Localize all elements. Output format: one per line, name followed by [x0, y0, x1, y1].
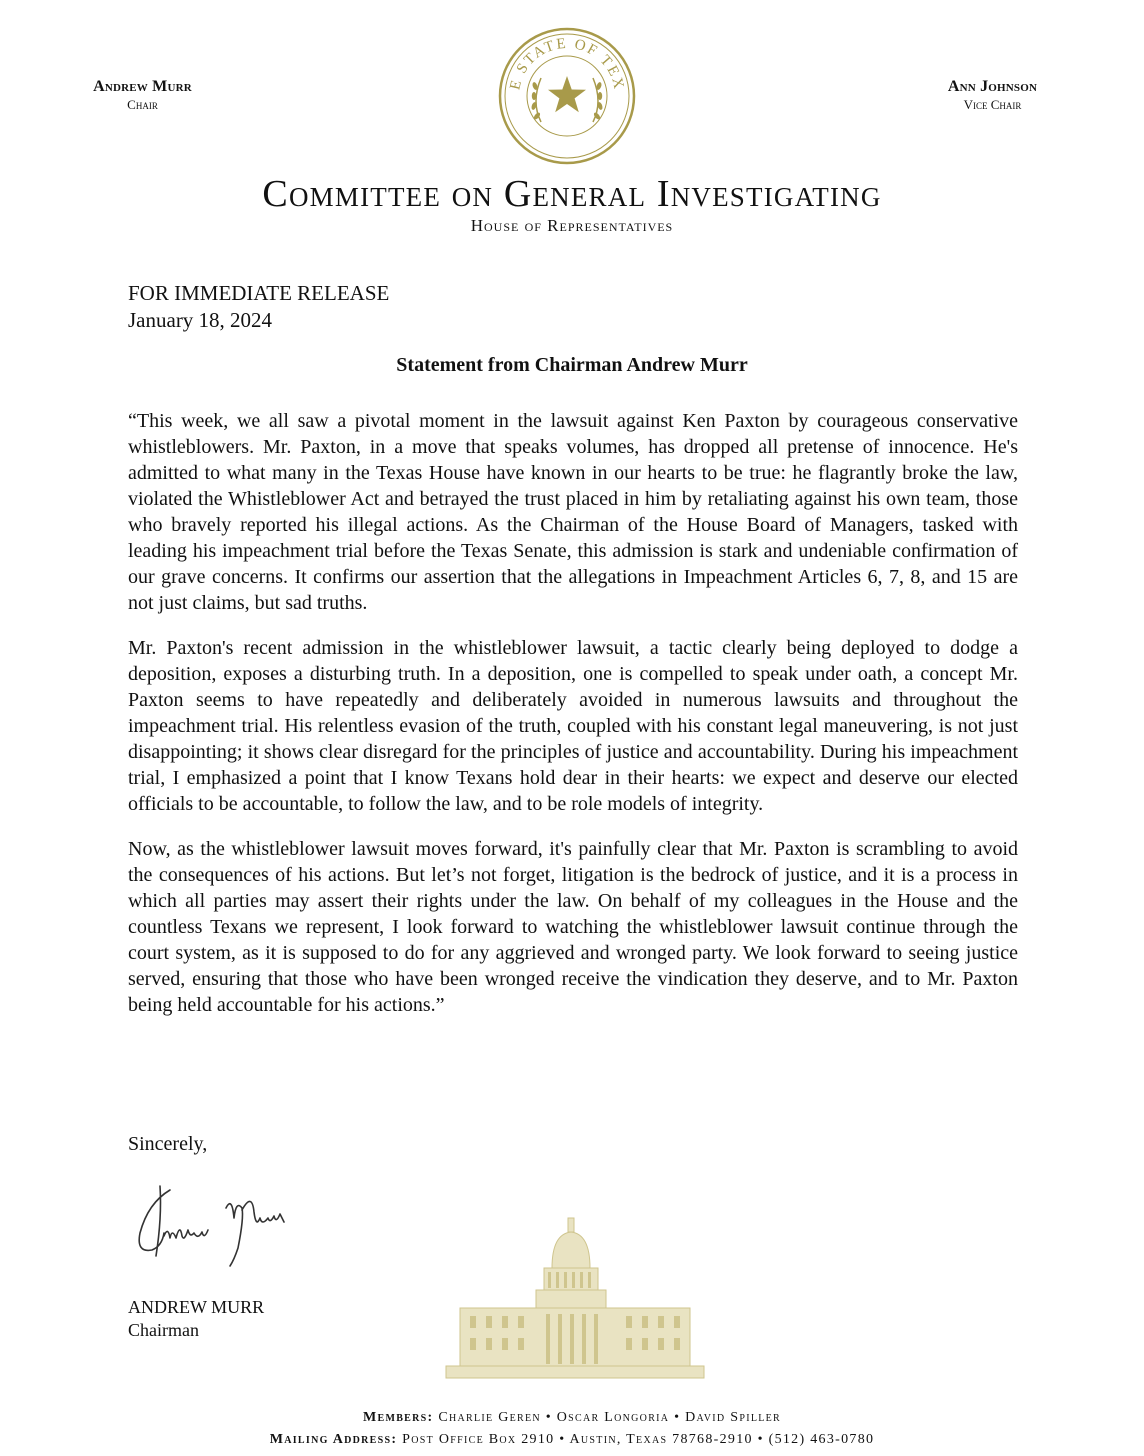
seal-lettering: E STATE OF TEX — [507, 35, 627, 93]
capitol-building-watermark — [440, 1210, 710, 1395]
committee-subtitle: House of Representatives — [470, 216, 674, 235]
signer-block — [128, 1296, 264, 1342]
committee-title: Committee on General Investigating — [262, 173, 882, 215]
paragraph-3: Now, as the whistleblower lawsuit moves forward, it's painfully clear that Mr. Paxton is scrambling to avoid the consequences of his actions. But let’s not forget, litigation is the bedrock of justice, and it is a process in which all parties may assert their rights under the law. On behalf of my colleagues in the House and the countless Texans we represent, I look forward to watching the whistleblower lawsuit continue through the court system, as it is supposed to do for any aggrieved and wronged party. We look forward to seeing justice served, ensuring that those who have been wronged receive the vindication they deserve, and to Mr. Paxton being held accountable for his actions.” — [128, 838, 1018, 1016]
vice-chair-block — [910, 78, 1075, 113]
statement-body — [128, 408, 1018, 1037]
svg-text:THE STATE OF TEXAS — [497, 26, 627, 92]
vice-chair-name: Ann Johnson — [947, 78, 1038, 95]
statement-title: Statement from Chairman Andrew Murr — [396, 354, 748, 376]
footer-members — [0, 1410, 1144, 1426]
chair-role: Chair — [127, 97, 158, 112]
members-label: Members: — [362, 1410, 434, 1425]
release-date: January 18, 2024 — [128, 308, 273, 332]
mailing-address: Post Office Box 2910 • Austin, Texas 78768-2910 • (512) 463-0780 — [402, 1432, 875, 1447]
paragraph-2: Mr. Paxton's recent admission in the whistleblower lawsuit, a tactic clearly being deployed to dodge a deposition, exposes a disturbing truth. In a deposition, one is compelled to speak under oath, a concept Mr. Paxton seems to have repeatedly and deliberately avoided in numerous lawsuits and throughout the impeachment trial. His relentless evasion of the truth, coupled with his constant legal maneuvering, is not just disappointing; it shows clear disregard for the principles of justice and accountability. During his impeachment trial, I emphasized a point that I know Texans hold dear in their hearts: we expect and deserve our elected officials to be accountable, to follow the law, and to be role models of integrity. — [128, 637, 1018, 815]
footer-address — [0, 1432, 1144, 1448]
signer-name: ANDREW MURR — [128, 1297, 265, 1317]
address-label: Mailing Address: — [269, 1432, 398, 1447]
chair-block — [60, 78, 225, 113]
members-list: Charlie Geren • Oscar Longoria • David Spiller — [438, 1410, 782, 1425]
release-label: FOR IMMEDIATE RELEASE — [128, 281, 390, 305]
release-block — [128, 280, 389, 334]
paragraph-1: “This week, we all saw a pivotal moment in the lawsuit against Ken Paxton by courageous conservative whistleblowers. Mr. Paxton, in a move that speaks volumes, has dropped all pretense of innocence. He's admitted to what many in the Texas House have known in our hearts to be true: he flagrantly broke the law, violated the Whistleblower Act and betrayed the trust placed in him by retaliating against his own team, those who bravely reported his illegal actions. As the Chairman of the House Board of Managers, tasked with leading his impeachment trial before the Texas Senate, this admission is stark and undeniable confirmation of our grave concerns. It confirms our assertion that the allegations in Impeachment Articles 6, 7, 8, and 15 are not just claims, but sad truths. — [128, 410, 1018, 614]
vice-chair-role: Vice Chair — [963, 97, 1022, 112]
chair-name: Andrew Murr — [93, 78, 192, 95]
closing-salutation: Sincerely, — [128, 1133, 208, 1155]
signer-title: Chairman — [128, 1320, 199, 1340]
texas-state-seal — [497, 26, 637, 166]
handwritten-signature — [130, 1178, 310, 1278]
